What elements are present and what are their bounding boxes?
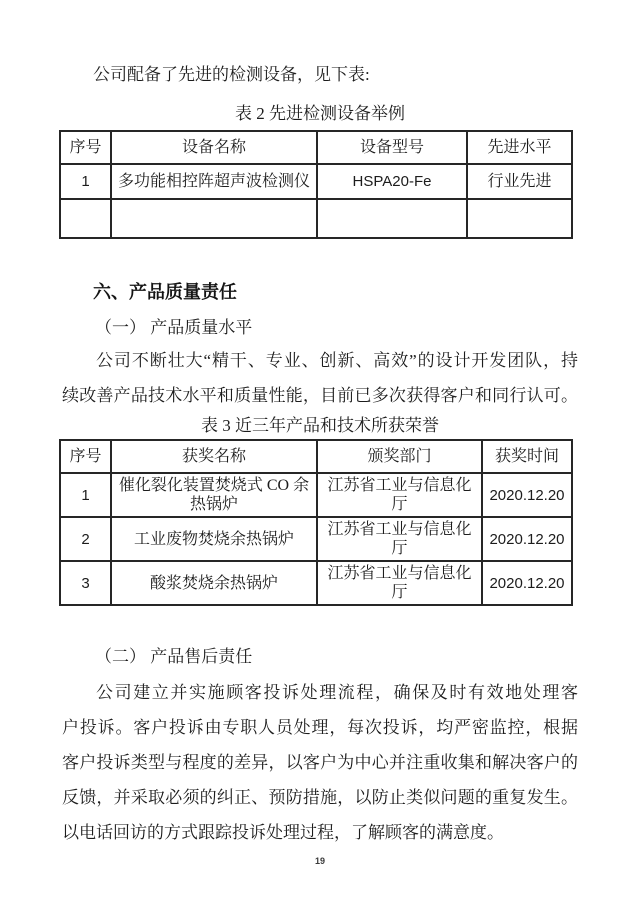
table-header-row xyxy=(60,131,572,164)
table-cell xyxy=(317,199,467,238)
table-row xyxy=(60,473,572,517)
table-header-cell: 颁奖部门 xyxy=(317,440,482,473)
table-caption-awards: 表 3 近三年产品和技术所获荣誉 xyxy=(201,416,439,435)
table-header-cell: 设备型号 xyxy=(317,131,467,164)
body-paragraph-after-sales xyxy=(62,675,578,850)
table-cell: 江苏省工业与信息化厅 xyxy=(317,561,482,605)
subsection-heading-quality: （一） 产品质量水平 xyxy=(95,318,253,337)
table-cell xyxy=(60,199,111,238)
table-cell: 2020.12.20 xyxy=(482,473,572,517)
awards-table xyxy=(59,439,573,606)
table-row-empty xyxy=(60,199,572,238)
table-header-cell: 序号 xyxy=(60,440,111,473)
table-header-cell: 序号 xyxy=(60,131,111,164)
intro-paragraph: 公司配备了先进的检测设备，见下表: xyxy=(93,65,370,84)
equipment-table xyxy=(59,130,573,239)
table-header-row xyxy=(60,440,572,473)
table-caption-equipment: 表 2 先进检测设备举例 xyxy=(235,104,405,123)
table-cell: 工业废物焚烧余热锅炉 xyxy=(111,517,317,561)
subsection-heading-after-sales: （二） 产品售后责任 xyxy=(95,647,253,666)
table-cell: 2020.12.20 xyxy=(482,517,572,561)
body-paragraph-quality xyxy=(62,343,578,413)
table-header-cell: 获奖名称 xyxy=(111,440,317,473)
table-header-cell: 设备名称 xyxy=(111,131,317,164)
table-cell: 3 xyxy=(60,561,111,605)
table-cell xyxy=(111,199,317,238)
table-cell: 江苏省工业与信息化厅 xyxy=(317,517,482,561)
paragraph-line: 公司建立并实施顾客投诉处理流程，确保及时有效地处理客 xyxy=(96,683,578,702)
table-cell: 催化裂化装置焚烧式 CO 余热锅炉 xyxy=(111,473,317,517)
table-cell: 江苏省工业与信息化厅 xyxy=(317,473,482,517)
paragraph-line: 反馈，并采取必须的纠正、预防措施，以防止类似问题的重复发生。 xyxy=(62,788,578,807)
paragraph-line: 公司不断壮大“精干、专业、创新、高效”的设计开发团队，持 xyxy=(96,351,578,370)
table-row xyxy=(60,517,572,561)
table-header-cell: 获奖时间 xyxy=(482,440,572,473)
paragraph-line: 客户投诉类型与程度的差异，以客户为中心并注重收集和解决客户的 xyxy=(62,753,578,772)
table-cell xyxy=(467,199,572,238)
table-cell: 2020.12.20 xyxy=(482,561,572,605)
table-row xyxy=(60,561,572,605)
table-cell: 1 xyxy=(60,473,111,517)
paragraph-line: 户投诉。客户投诉由专职人员处理，每次投诉，均严密监控，根据 xyxy=(62,718,578,737)
table-header-cell: 先进水平 xyxy=(467,131,572,164)
table-cell: 酸浆焚烧余热锅炉 xyxy=(111,561,317,605)
paragraph-line: 以电话回访的方式跟踪投诉处理过程，了解顾客的满意度。 xyxy=(62,823,504,842)
table-cell: 多功能相控阵超声波检测仪 xyxy=(111,164,317,199)
table-cell: 2 xyxy=(60,517,111,561)
table-cell: 行业先进 xyxy=(467,164,572,199)
table-cell: 1 xyxy=(60,164,111,199)
table-cell: HSPA20-Fe xyxy=(317,164,467,199)
section-heading: 六、产品质量责任 xyxy=(93,282,237,302)
page-number: 19 xyxy=(314,856,325,866)
paragraph-line: 续改善产品技术水平和质量性能，目前已多次获得客户和同行认可。 xyxy=(62,386,578,405)
table-row xyxy=(60,164,572,199)
